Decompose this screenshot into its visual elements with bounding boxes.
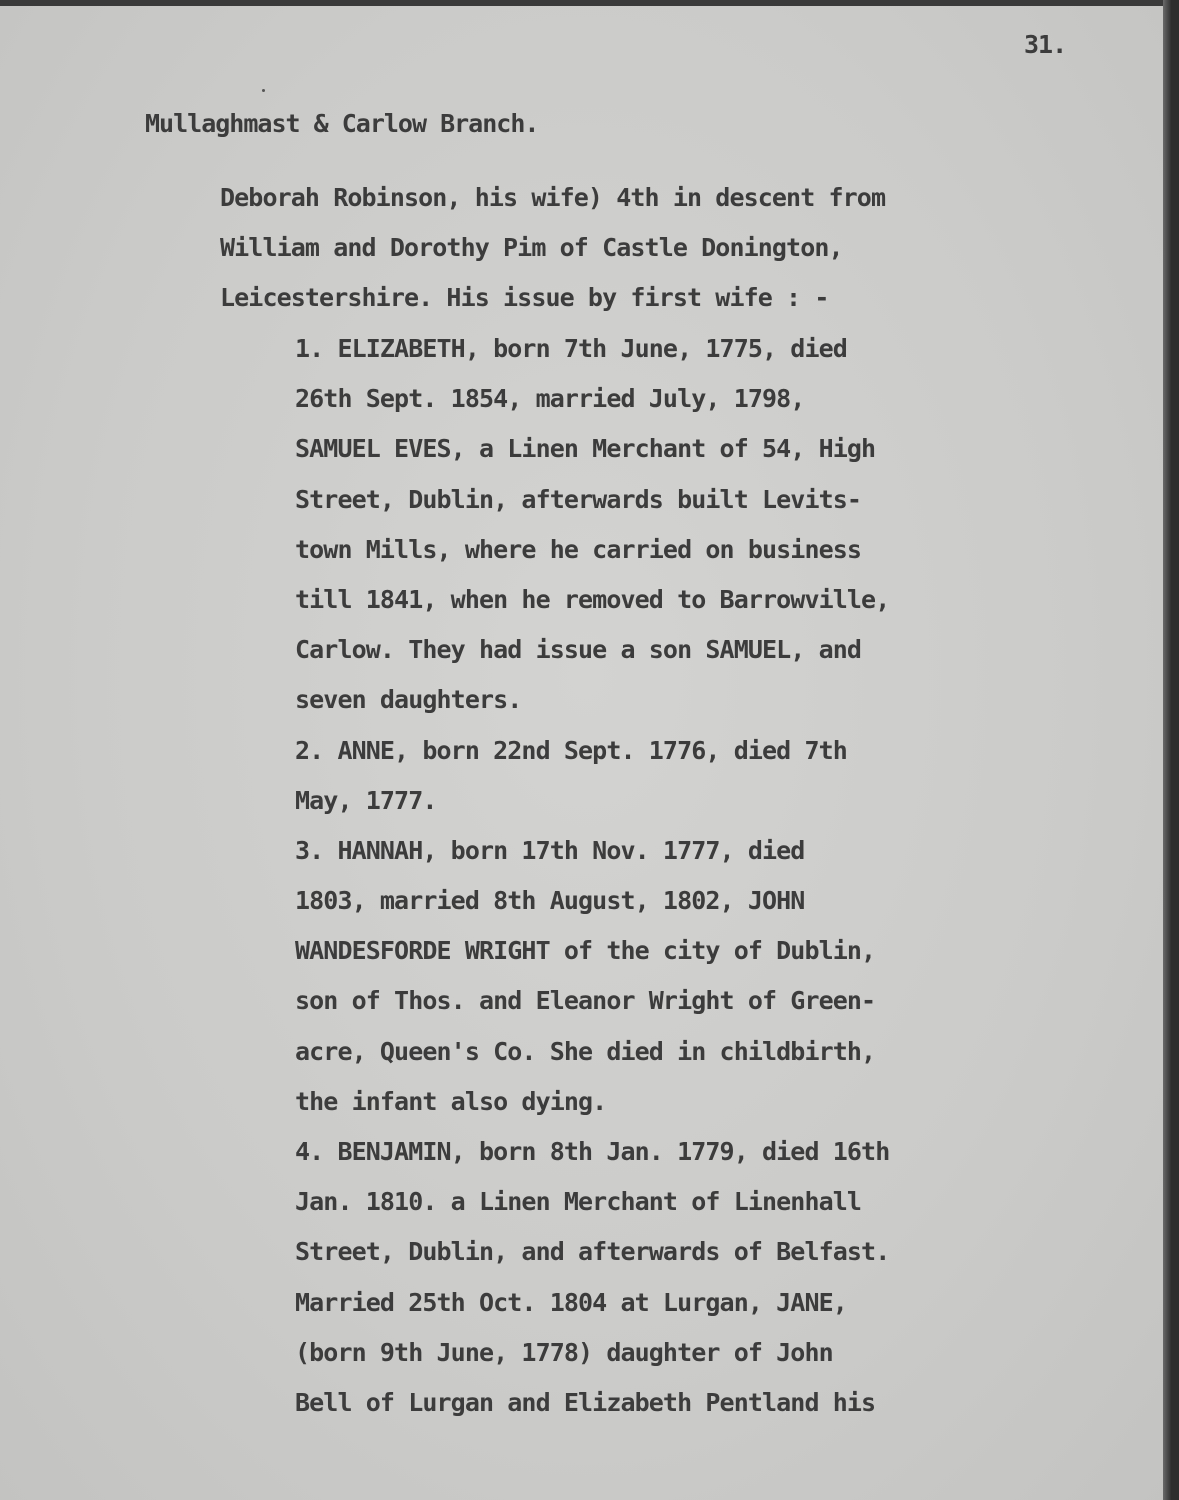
intro-line: William and Dorothy Pim of Castle Donington, — [220, 233, 843, 263]
page-top-edge — [0, 0, 1172, 6]
page-right-edge — [1163, 0, 1172, 1500]
branch-heading: Mullaghmast & Carlow Branch. — [145, 109, 539, 138]
intro-line: Leicestershire. His issue by first wife : - — [220, 283, 829, 313]
issue-line: acre, Queen's Co. She died in childbirth, — [295, 1036, 876, 1066]
issue-line: Street, Dublin, and afterwards of Belfast. — [295, 1237, 890, 1267]
issue-line: seven daughters. — [295, 685, 522, 715]
issue-line: May, 1777. — [295, 785, 437, 815]
issue-line: Street, Dublin, afterwards built Levits- — [295, 484, 862, 514]
issue-line: 4. BENJAMIN, born 8th Jan. 1779, died 16th — [295, 1137, 890, 1166]
issue-line: 1803, married 8th August, 1802, JOHN — [295, 886, 805, 916]
issue-line: 2. ANNE, born 22nd Sept. 1776, died 7th — [295, 735, 847, 765]
ink-speck — [262, 89, 265, 92]
issue-line: WANDESFORDE WRIGHT of the city of Dublin, — [295, 936, 876, 966]
issue-line: till 1841, when he removed to Barrowville, — [295, 584, 890, 614]
issue-line: 1. ELIZABETH, born 7th June, 1775, died — [295, 334, 847, 363]
intro-paragraph — [220, 178, 885, 329]
issue-line: town Mills, where he carried on business — [295, 534, 862, 564]
issue-line: Married 25th Oct. 1804 at Lurgan, JANE, — [295, 1287, 847, 1317]
issue-line: SAMUEL EVES, a Linen Merchant of 54, High — [295, 434, 876, 464]
intro-line: Deborah Robinson, his wife) 4th in descent from — [220, 183, 886, 212]
issue-line: the infant also dying. — [295, 1086, 607, 1116]
issue-list — [295, 329, 889, 1433]
issue-line: 26th Sept. 1854, married July, 1798, — [295, 384, 805, 414]
issue-line: Carlow. They had issue a son SAMUEL, and — [295, 635, 862, 665]
issue-line: (born 9th June, 1778) daughter of John — [295, 1337, 833, 1367]
page-number: 31. — [1024, 30, 1067, 59]
issue-line: Bell of Lurgan and Elizabeth Pentland his — [295, 1387, 876, 1417]
issue-line: son of Thos. and Eleanor Wright of Green- — [295, 986, 876, 1016]
issue-line: Jan. 1810. a Linen Merchant of Linenhall — [295, 1187, 862, 1217]
issue-line: 3. HANNAH, born 17th Nov. 1777, died — [295, 835, 805, 865]
